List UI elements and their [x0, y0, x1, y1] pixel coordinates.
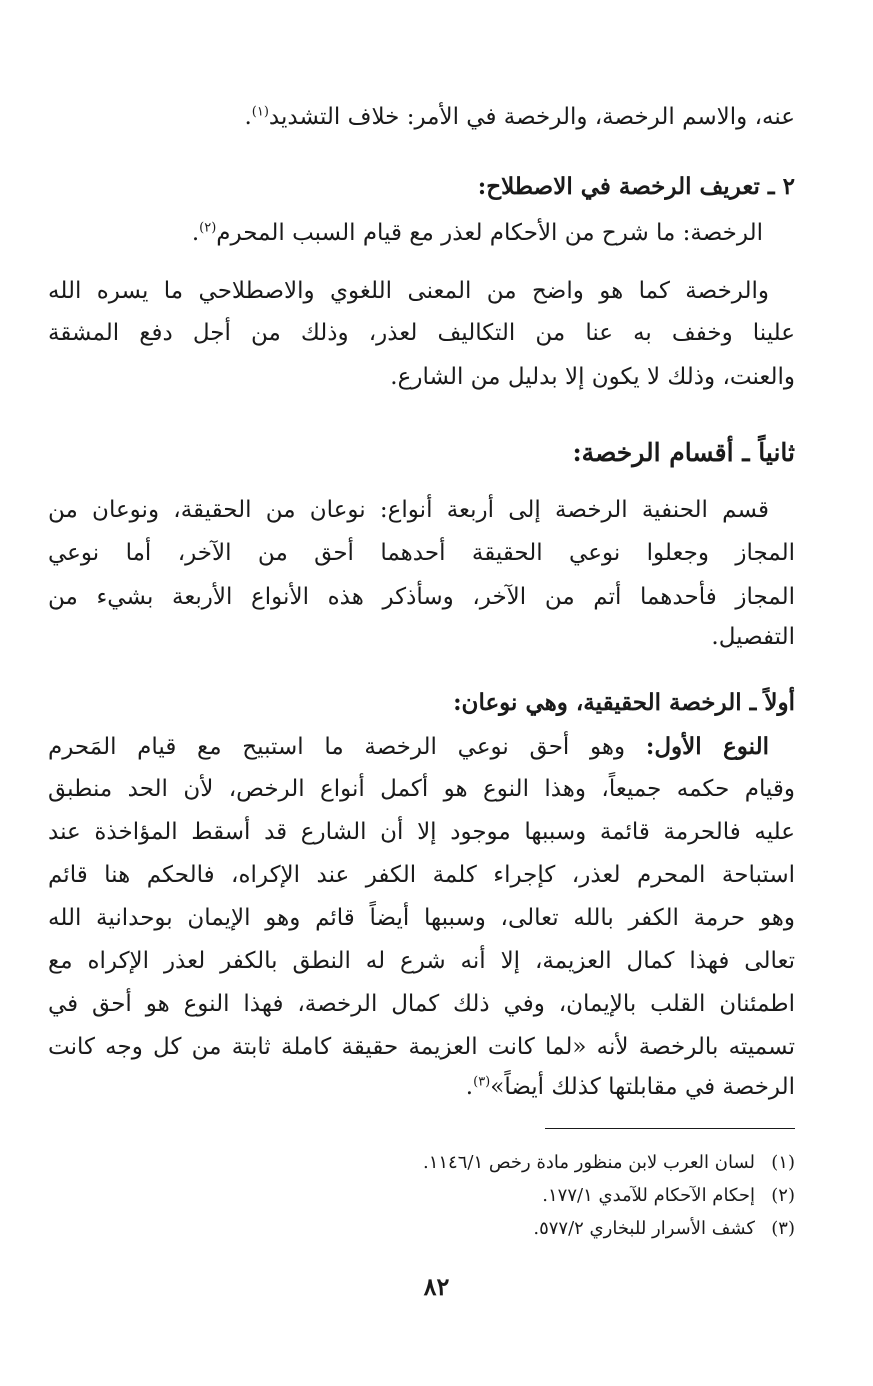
paragraph-line: تسميته بالرخصة لأنه «لما كانت العزيمة حقيقة كاملة ثابتة من كل وجه كانت: [48, 1034, 795, 1060]
paragraph-line: التفصيل.: [711, 624, 795, 650]
footnote-item: [533, 1214, 795, 1244]
paragraph-line: الرخصة في مقابلتها كذلك أيضاً»$^{(٣)}$.: [465, 1074, 795, 1100]
page-number: ٨٢: [423, 1272, 450, 1301]
footnote-text: كشف الأسرار للبخاري ٥٧٧/٢.: [533, 1218, 755, 1239]
footnote-divider: [545, 1128, 795, 1129]
footnote-item: [542, 1181, 795, 1211]
paragraph-line: تعالى فهذا كمال العزيمة، إلا أنه شرع له النطق بالكفر لعذر الإكراه مع: [48, 948, 795, 974]
paragraph-line: النوع الأول: وهو أحق نوعي الرخصة ما استبيح مع قيام المَحرم: [48, 733, 769, 760]
paragraph-line: اطمئنان القلب بالإيمان، وفي ذلك كمال الرخصة، فهذا النوع هو أحق في: [48, 991, 795, 1017]
paragraph-line: المجاز فأحدهما أتم من الآخر، وسأذكر هذه الأنواع الأربعة بشيء من: [48, 584, 795, 610]
footnote-ref[interactable]: (١): [251, 104, 269, 120]
paragraph-line: قسم الحنفية الرخصة إلى أربعة أنواع: نوعان من الحقيقة، ونوعان من: [48, 497, 769, 523]
paragraph-line: عليه فالحرمة قائمة وسببها موجود إلا أن الشارع قد أسقط المؤاخذة عند: [48, 819, 795, 845]
section-heading: ٢ ـ تعريف الرخصة في الاصطلاح:: [477, 173, 795, 200]
type-label: النوع الأول:: [645, 733, 769, 760]
footnote-number: (٢): [771, 1185, 795, 1206]
footnote-item: [423, 1148, 795, 1178]
footnote-ref[interactable]: (٣): [473, 1074, 491, 1090]
paragraph-line: وهو حرمة الكفر بالله تعالى، وسببها أيضاً قائم وهو الإيمان بوحدانية الله: [48, 905, 795, 931]
section-heading: أولاً ـ الرخصة الحقيقية، وهي نوعان:: [453, 689, 795, 716]
footnote-number: (٣): [771, 1218, 795, 1239]
paragraph-line: والعنت، وذلك لا يكون إلا بدليل من الشارع.: [390, 364, 795, 390]
paragraph-line: استباحة المحرم لعذر، كإجراء كلمة الكفر عند الإكراه، فالحكم هنا قائم: [48, 862, 795, 888]
paragraph-line: وقيام حكمه جميعاً، وهذا النوع هو أكمل أنواع الرخص، لأن الحد منطبق: [48, 776, 795, 802]
footnote-number: (١): [771, 1152, 795, 1173]
footnote-text: لسان العرب لابن منظور مادة رخص ١١٤٦/١.: [422, 1152, 755, 1173]
paragraph-line: والرخصة كما هو واضح من المعنى اللغوي والاصطلاحي ما يسره الله: [48, 278, 769, 304]
paragraph-line: المجاز وجعلوا نوعي الحقيقة أحدهما أحق من الآخر، أما نوعي: [48, 540, 795, 566]
definition-line: الرخصة: ما شرح من الأحكام لعذر مع قيام السبب المحرم$^{(٢)}$.: [191, 220, 763, 246]
footnote-text: إحكام الآحكام للآمدي ١٧٧/١.: [542, 1185, 755, 1206]
body-line: عنه، والاسم الرخصة، والرخصة في الأمر: خلاف التشديد$^{(١)}$.: [244, 104, 795, 130]
footnote-ref[interactable]: (٢): [199, 220, 217, 236]
paragraph-line: علينا وخفف به عنا من التكاليف لعذر، وذلك من أجل دفع المشقة: [48, 320, 795, 346]
section-heading: ثانياً ـ أقسام الرخصة:: [572, 438, 795, 467]
